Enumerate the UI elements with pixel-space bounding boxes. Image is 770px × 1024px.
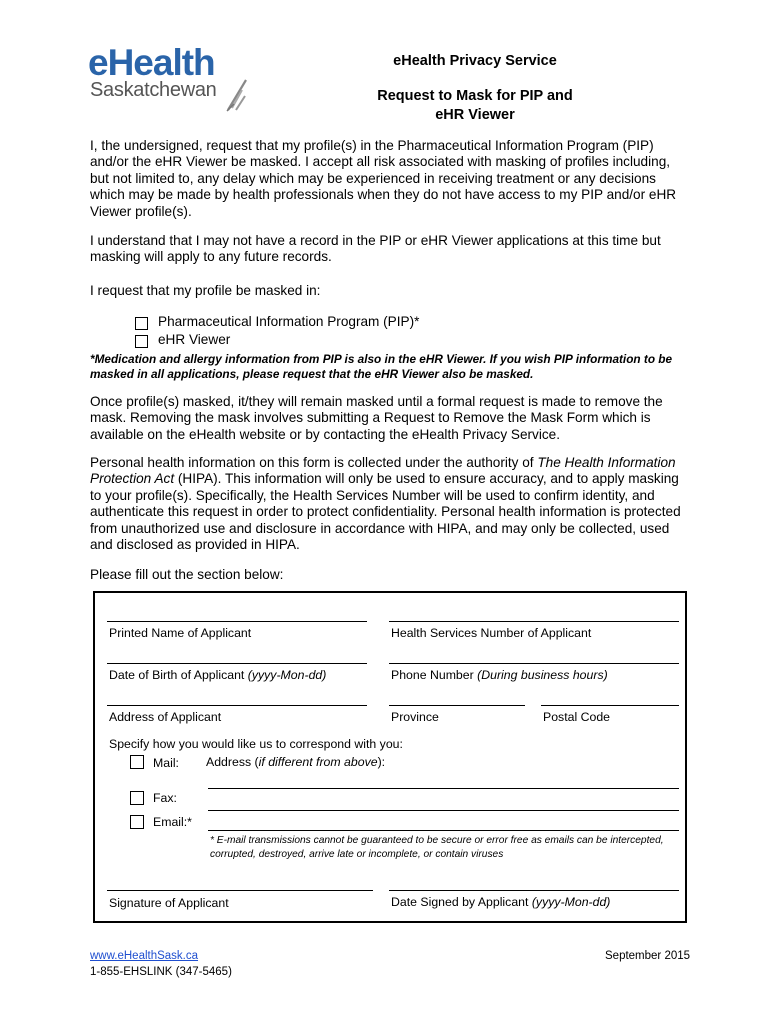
postal-label: Postal Code <box>543 710 610 724</box>
address-label: Address of Applicant <box>109 710 222 724</box>
province-label: Province <box>391 710 439 724</box>
form-title-line1: Request to Mask for PIP and <box>377 88 573 104</box>
fax-label: Fax: <box>153 791 177 805</box>
fax-checkbox[interactable] <box>130 791 144 805</box>
ehr-viewer-option-label: eHR Viewer <box>158 332 231 347</box>
alt-address-line-1[interactable] <box>208 788 679 789</box>
mail-label: Mail: <box>153 756 179 770</box>
printed-name-line[interactable] <box>107 621 367 622</box>
hsn-line[interactable] <box>389 621 679 622</box>
privacy-paragraph: Personal health information on this form is collected under the authority of The Health Information Protection Act (HIPA). This information will only be used to ensure accuracy, and to apply masking to your profile(s). Specifically, the Health Services Number will be used to confirm identity, and authenticate this request in order to protect confidentiality. Personal health information is protected from unauthorized use and disclosure in accordance with HIPA, and may only be collected, used and disclosed as provided in HIPA. <box>90 455 681 553</box>
fax-line[interactable] <box>208 810 679 811</box>
address-line[interactable] <box>107 705 367 706</box>
pip-option-label: Pharmaceutical Information Program (PIP)* <box>158 314 420 329</box>
date-signed-line[interactable] <box>389 890 679 891</box>
page-title: eHealth Privacy Service <box>393 53 557 69</box>
form-title-line2: eHR Viewer <box>435 107 515 123</box>
wheat-logo-icon <box>226 78 248 112</box>
fill-instruction: Please fill out the section below: <box>90 567 284 582</box>
phone-label: Phone Number (During business hours) <box>391 668 608 682</box>
future-records-paragraph: I understand that I may not have a record in the PIP or eHR Viewer applications at this time but masking will apply to any future records. <box>90 233 661 265</box>
website-link[interactable]: www.eHealthSask.ca <box>90 950 199 962</box>
logo-primary: eHealth <box>88 42 215 83</box>
signature-label: Signature of Applicant <box>109 896 229 910</box>
email-checkbox[interactable] <box>130 815 144 829</box>
mask-duration-paragraph: Once profile(s) masked, it/they will remain masked until a formal request is made to remove the mask. Removing the mask involves submitting a Request to Remove the Mask Form which is available on the eHealth website or by contacting the eHealth Privacy Service. <box>90 394 663 442</box>
printed-name-label: Printed Name of Applicant <box>109 626 252 640</box>
hsn-label: Health Services Number of Applicant <box>391 626 592 640</box>
email-line[interactable] <box>208 830 679 831</box>
consent-paragraph: I, the undersigned, request that my profile(s) in the Pharmaceutical Information Program (PIP) and/or the eHR Viewer be masked. I accept all risk associated with masking of profiles including, but not limited to, any delay which may be experienced in receiving treatment or any decisions which may be made by health professionals when they do not have access to my PIP and/or eHR Viewer profile(s). <box>90 138 677 219</box>
date-signed-label: Date Signed by Applicant (yyyy-Mon-dd) <box>391 895 611 909</box>
revision-date: September 2015 <box>605 950 691 962</box>
postal-line[interactable] <box>541 705 679 706</box>
alt-address-label: Address (if different from above): <box>206 755 386 769</box>
dob-line[interactable] <box>107 663 367 664</box>
pip-note: *Medication and allergy information from PIP is also in the eHR Viewer. If you wish PIP information to be masked in all applications, please request that the eHR Viewer also be masked. <box>90 352 673 381</box>
ehr-viewer-checkbox[interactable] <box>135 335 148 348</box>
correspondence-label: Specify how you would like us to correspond with you: <box>109 737 403 751</box>
phone-line[interactable] <box>389 663 679 664</box>
province-line[interactable] <box>389 705 525 706</box>
pip-checkbox[interactable] <box>135 317 148 330</box>
email-label: Email:* <box>153 815 192 829</box>
signature-line[interactable] <box>107 890 373 891</box>
logo-secondary: Saskatchewan <box>90 79 217 101</box>
phone-number: 1-855-EHSLINK (347-5465) <box>90 966 232 978</box>
dob-label: Date of Birth of Applicant (yyyy-Mon-dd) <box>109 668 327 682</box>
email-disclaimer: * E-mail transmissions cannot be guaranteed to be secure or error free as emails can be intercepted, corrupted, destroyed, arrive late or incomplete, or contain viruses <box>210 835 664 860</box>
mail-checkbox[interactable] <box>130 755 144 769</box>
request-intro: I request that my profile be masked in: <box>90 283 321 298</box>
